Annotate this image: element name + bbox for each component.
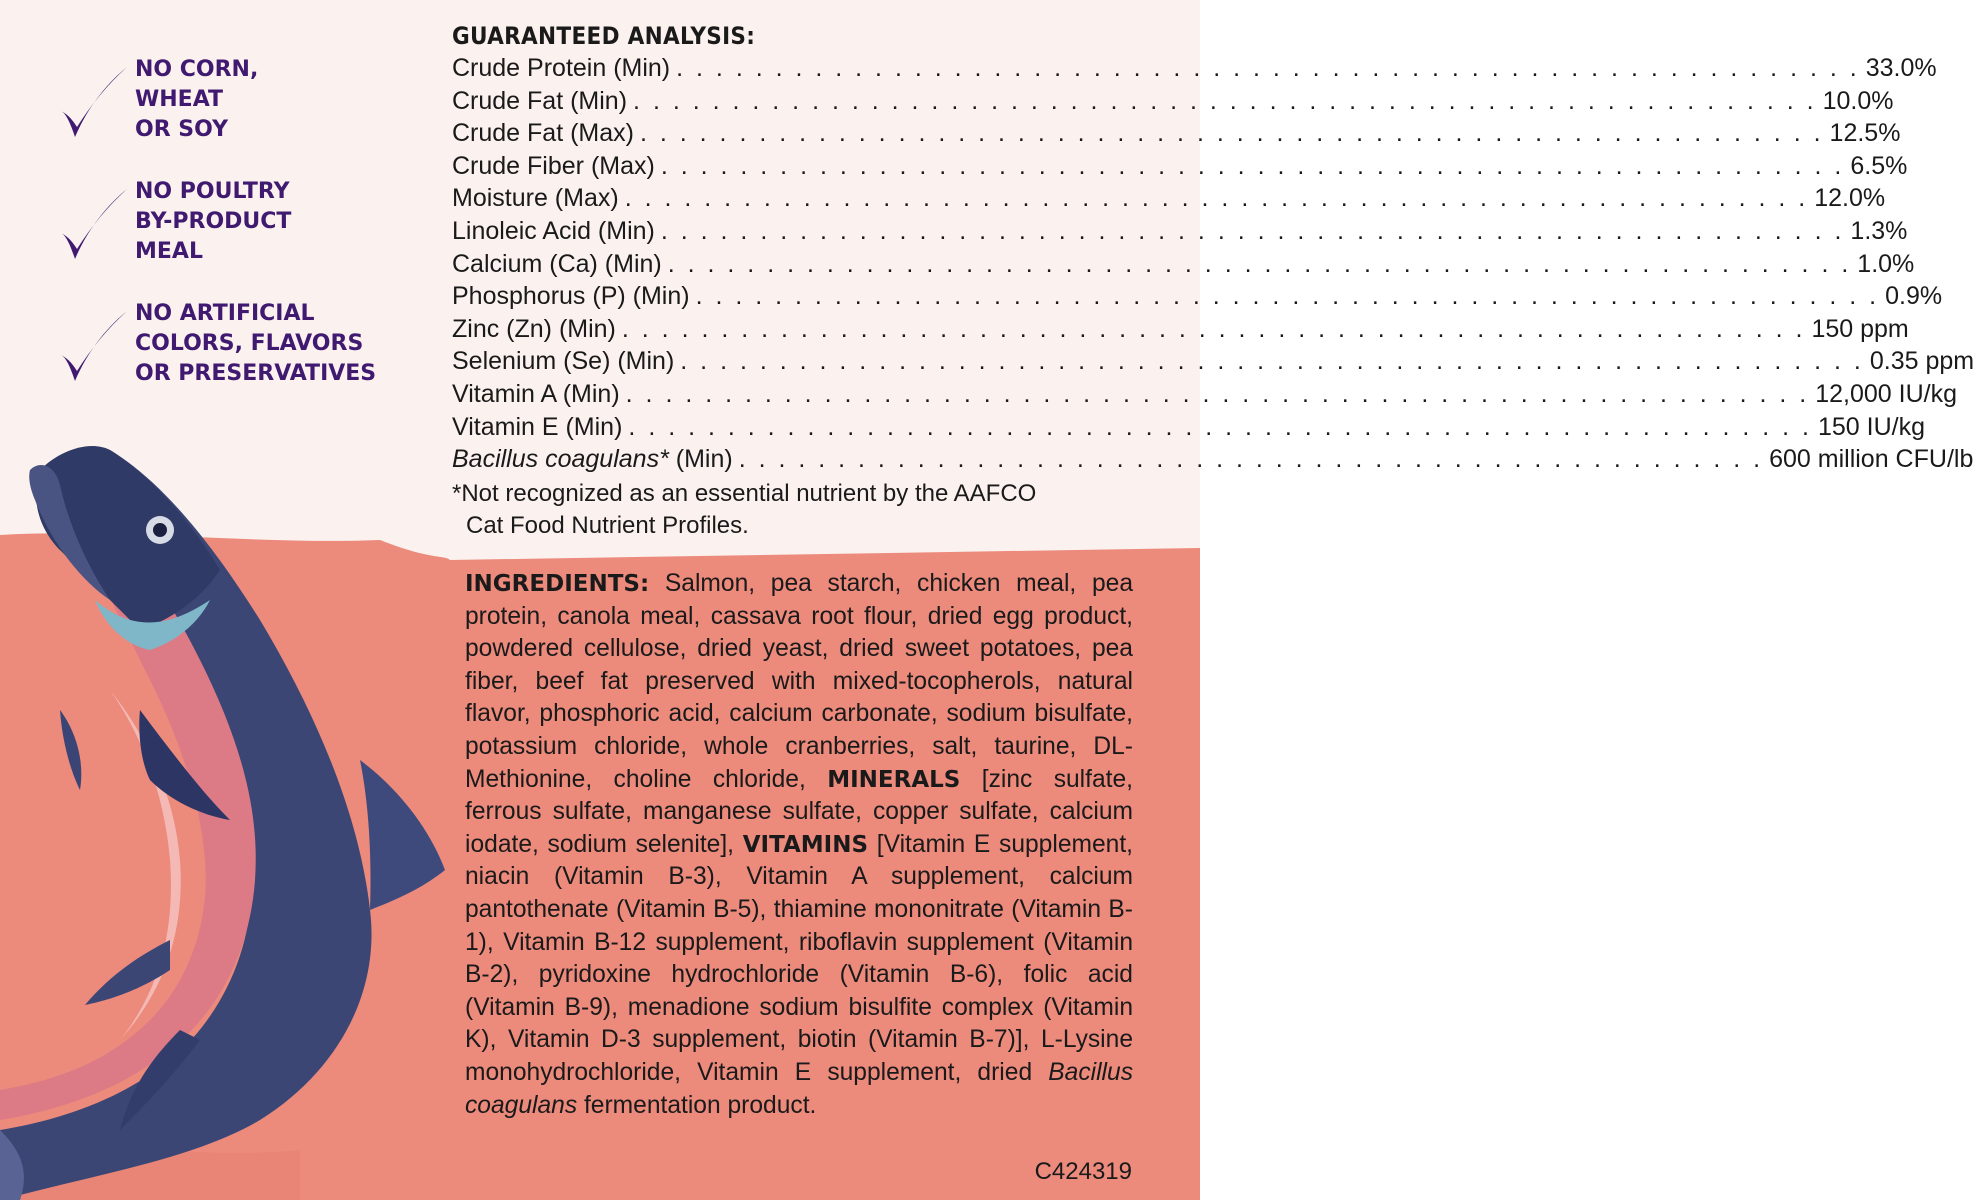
leader-dots: . . . . . . . . . . . . . . . . . . . . . . . . . . . . . . . . . . . . . . . . . . . . . . . . . . . . . . . . . . . . [624,184,1809,213]
analysis-row [452,150,1908,183]
analysis-row [452,52,1937,85]
minerals-label: MINERALS [827,766,961,793]
nutrient-value: 0.9% [1885,282,1943,311]
nutrient-value: 1.3% [1850,216,1908,245]
claims-list [55,55,385,421]
leader-dots: . . . . . . . . . . . . . . . . . . . . . . . . . . . . . . . . . . . . . . . . . . . . . . . . . . . . . . . . . . . . [676,54,1860,82]
nutrient-value: 600 million CFU/lb [1769,445,1974,474]
analysis-row [452,215,1908,248]
guaranteed-analysis [452,20,1974,542]
leader-dots: . . . . . . . . . . . . . . . . . . . . . . . . . . . . . . . . . . . . . . . . . . . . . . . . . . . . . . . . . . . . [667,249,1852,278]
ingredients-body: Salmon, pea starch, chicken meal, pea protein, canola meal, cassava root flour, dried egg product, powdered cellulose, dried yeast, dried sweet potatoes, pea fiber, beef fat preserved with mixed-tocopherols, natural flavor, phosphoric acid, calcium carbonate, sodium bisulfate, potassium chloride, whole cranberries, salt, taurine, DL-Methionine, choline chloride, [465,570,1133,793]
nutrient-label-rest: (Min) [668,445,733,474]
nutrient-label-italic: Bacillus coagulans* [452,445,669,474]
analysis-footnote [452,478,1132,542]
analysis-row [452,345,1974,378]
nutrient-value: 12.0% [1814,184,1886,213]
salmon-illustration [0,430,460,1200]
footnote-line: Cat Food Nutrient Profiles. [466,511,749,539]
claim-item [55,299,385,421]
analysis-row [452,182,1886,215]
nutrient-value: 150 ppm [1811,314,1909,343]
nutrient-label: Vitamin A (Min) [452,379,620,408]
nutrient-value: 12.5% [1829,119,1901,148]
claim-text: NO POULTRY BY-PRODUCT MEAL [135,179,292,264]
analysis-row [452,378,1957,411]
nutrient-label: Vitamin E (Min) [452,412,623,441]
ingredients-body: fermentation product. [577,1091,817,1119]
checkmark-icon [55,185,135,265]
ingredients-body: [zinc sulfate, ferrous sulfate, manganese sulfate, copper sulfate, calcium iodate, sodium selenite], [465,765,1133,858]
claim-text: NO ARTIFICIAL COLORS, FLAVORS OR PRESERVATIVES [135,301,377,386]
nutrient-label: Selenium (Se) (Min) [452,347,675,376]
nutrient-label: Crude Fat (Max) [452,119,634,148]
nutrient-label: Crude Fat (Min) [452,86,628,115]
nutrient-label [452,443,733,475]
nutrient-label: Linoleic Acid (Min) [452,216,655,245]
nutrient-value: 6.5% [1850,151,1908,180]
leader-dots: . . . . . . . . . . . . . . . . . . . . . . . . . . . . . . . . . . . . . . . . . . . . . . . . . . . . . . . . . . . . [680,347,1864,376]
analysis-row [452,280,1943,313]
nutrient-label: Crude Protein (Min) [452,54,671,82]
analysis-title: GUARANTEED ANALYSIS: [452,22,756,50]
leader-dots: . . . . . . . . . . . . . . . . . . . . . . . . . . . . . . . . . . . . . . . . . . . . . . . . . . . . . . . . . . . . [695,282,1880,311]
leader-dots: . . . . . . . . . . . . . . . . . . . . . . . . . . . . . . . . . . . . . . . . . . . . . . . . . . . . . . . . . . . . [660,216,1845,245]
claim-item [55,55,385,177]
leader-dots: . . . . . . . . . . . . . . . . . . . . . . . . . . . . . . . . . . . . . . . . . . . . . . . . . . . . . . . . . . . . [621,314,1806,343]
product-code: C424319 [1034,1158,1132,1185]
nutrient-label: Moisture (Max) [452,184,619,213]
analysis-row [452,411,1925,444]
footnote-line: *Not recognized as an essential nutrient by the AAFCO [452,479,1037,507]
ingredients-heading: INGREDIENTS: [465,571,650,597]
checkmark-icon [55,307,135,387]
leader-dots: . . . . . . . . . . . . . . . . . . . . . . . . . . . . . . . . . . . . . . . . . . . . . . . . . . . . . . . . . . . . [628,412,1812,441]
ingredients-body: [Vitamin E supplement, niacin (Vitamin B-3), Vitamin A supplement, calcium pantothenate (Vitamin B-5), thiamine mononitrate (Vitamin B-1), Vitamin B-12 supplement, riboflavin supplement (Vitamin B-2), pyridoxine hydrochloride (Vitamin B-6), folic acid (Vitamin B-9), menadione sodium bisulfite complex (Vitamin K), Vitamin D-3 supplement, biotin (Vitamin B-7)], L-Lysine monohydrochloride, Vitamin E supplement, dried [465,830,1134,1086]
nutrient-label: Phosphorus (P) (Min) [452,282,690,311]
analysis-table [452,52,1974,443]
nutrient-value: 33.0% [1865,54,1937,82]
claim-item [55,177,385,299]
nutrient-label: Crude Fiber (Max) [452,151,655,180]
leader-dots: . . . . . . . . . . . . . . . . . . . . . . . . . . . . . . . . . . . . . . . . . . . . . . . . . . . . . . . . . . . . [639,119,1824,148]
analysis-row [452,117,1901,150]
leader-dots: . . . . . . . . . . . . . . . . . . . . . . . . . . . . . . . . . . . . . . . . . . . . . . . . . . . . . . . . . . . . [625,379,1810,408]
bacillus-name: Bacillus coagulans [465,1058,1133,1119]
vitamins-label: VITAMINS [742,831,869,858]
leader-dots: . . . . . . . . . . . . . . . . . . . . . . . . . . . . . . . . . . . . . . . . . . . . . . . . . . . . . . . . . . . . [660,151,1845,180]
nutrient-value: 10.0% [1822,86,1894,115]
nutrient-value: 12,000 IU/kg [1815,379,1957,408]
nutrient-value: 0.35 ppm [1869,347,1974,376]
leader-dots: . . . . . . . . . . . . . . . . . . . . . . . . . . . . . . . . . . . . . . . . . . . . . . . . . . . . . . . . . . . . [633,86,1817,115]
nutrient-value: 150 IU/kg [1817,412,1925,441]
nutrient-label: Calcium (Ca) (Min) [452,249,662,278]
analysis-row [452,248,1915,281]
leader-dots: . . . . . . . . . . . . . . . . . . . . . . . . . . . . . . . . . . . . . . . . . . . . . . . . . . . . [738,445,1764,474]
nutrient-label: Zinc (Zn) (Min) [452,314,616,343]
ingredients-text [465,568,1133,1122]
analysis-row [452,85,1894,118]
nutrient-value: 1.0% [1857,249,1915,278]
claim-text: NO CORN, WHEAT OR SOY [135,57,259,142]
checkmark-icon [55,63,135,143]
analysis-row [452,443,1974,476]
analysis-row [452,313,1909,346]
